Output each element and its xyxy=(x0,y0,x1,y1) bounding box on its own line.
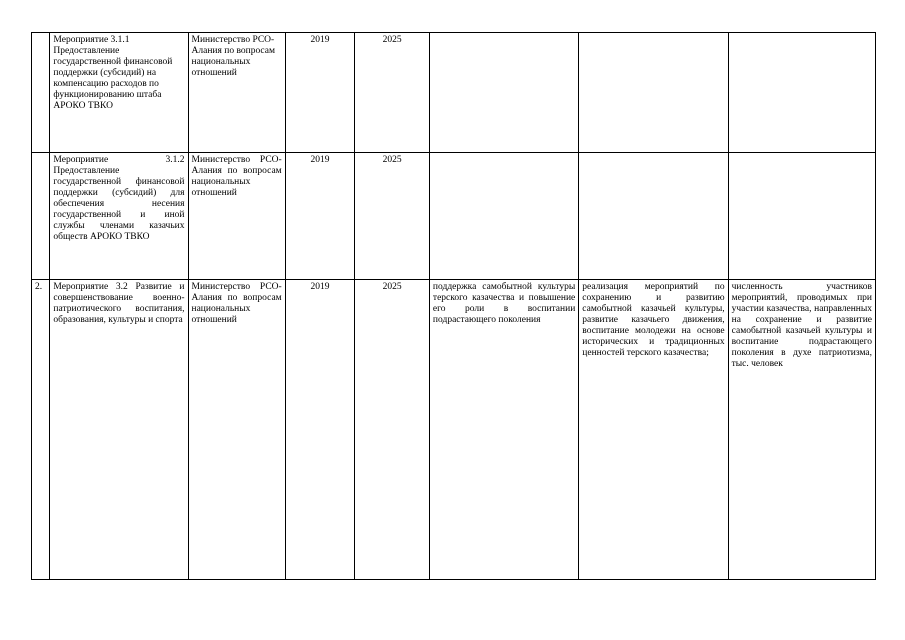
executor-cell: Министерство РСО-Алания по вопросам национальных отношений xyxy=(188,33,285,153)
row-number-cell xyxy=(32,33,50,153)
event-name-cell: Мероприятие 3.2 Развитие и совершенствование военно-патриотического воспитания, образования, культуры и спорта xyxy=(50,280,188,580)
direction-cell: реализация мероприятий по сохранению и развитию самобытной казачьей культуры, развитие казачьего движения, воспитание молодежи на основе исторических и традиционных ценностей терского казачества; xyxy=(579,280,728,580)
table-row xyxy=(32,33,876,153)
task-cell xyxy=(429,153,578,280)
task-cell xyxy=(429,33,578,153)
program-events-table xyxy=(31,32,876,580)
direction-cell xyxy=(579,33,728,153)
table-row xyxy=(32,153,876,280)
indicator-cell xyxy=(728,33,875,153)
event-name-cell: Мероприятие 3.1.2 Предоставление государственной финансовой поддержки (субсидий) для обеспечения несения государственной и иной службы членами казачьих обществ АРОКО ТВКО xyxy=(50,153,188,280)
row-number-cell: 2. xyxy=(32,280,50,580)
indicator-cell xyxy=(728,153,875,280)
start-year-cell: 2019 xyxy=(285,33,355,153)
start-year-cell: 2019 xyxy=(285,153,355,280)
end-year-cell: 2025 xyxy=(355,33,430,153)
table-row xyxy=(32,280,876,580)
end-year-cell: 2025 xyxy=(355,153,430,280)
direction-cell xyxy=(579,153,728,280)
row-number-cell xyxy=(32,153,50,280)
executor-cell: Министерство РСО-Алания по вопросам национальных отношений xyxy=(188,280,285,580)
indicator-cell: численность участников мероприятий, проводимых при участии казачества, направленных на сохранение и развитие самобытной казачьей культуры и воспитание подрастающего поколения в духе патриотизма, тыс. человек xyxy=(728,280,875,580)
task-cell: поддержка самобытной культуры терского казачества и повышение его роли в воспитании подрастающего поколения xyxy=(429,280,578,580)
event-name-cell: Мероприятие 3.1.1 Предоставление государственной финансовой поддержки (субсидий) на компенсацию расходов по функционированию штаба АРОКО ТВКО xyxy=(50,33,188,153)
end-year-cell: 2025 xyxy=(355,280,430,580)
start-year-cell: 2019 xyxy=(285,280,355,580)
executor-cell: Министерство РСО-Алания по вопросам национальных отношений xyxy=(188,153,285,280)
